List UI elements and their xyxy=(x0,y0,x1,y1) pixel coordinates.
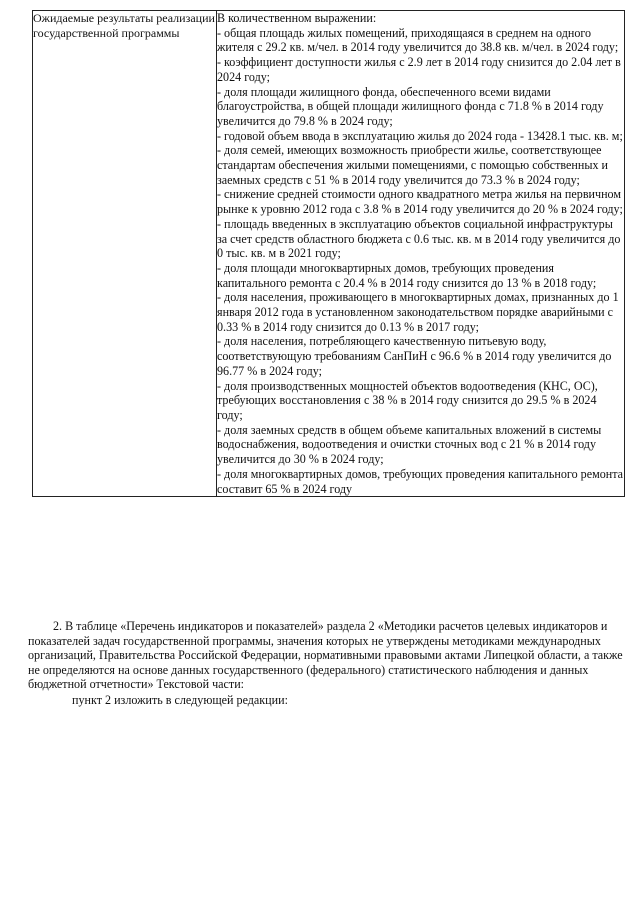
results-table xyxy=(32,10,625,497)
list-item: - доля семей, имеющих возможность приобрести жилье, соответствующее стандартам обеспечения жилыми помещениями, с помощью собственных и заемных средств с 51 % в 2014 году увеличится до 73.3 % в 2024 году; xyxy=(217,143,609,187)
list-item: - доля населения, потребляющего качественную питьевую воду, соответствующую требованиям СанПиН с 96.6 % в 2014 году увеличится до 96.77 % в 2024 году; xyxy=(217,334,612,378)
paragraph-item-2: 2. В таблице «Перечень индикаторов и показателей» раздела 2 «Методики расчетов целевых индикаторов и показателей задач государственной программы, значения которых не утверждены методиками международных организаций, Правительства Российской Федерации, нормативными правовыми актами Липецкой области, а также не определяются на основе данных государственного (федерального) статистического наблюдения и данных бюджетной отчетности» Текстовой части: xyxy=(28,619,623,692)
table-heading: В количественном выражении: xyxy=(217,11,377,25)
paragraph-instruction: пункт 2 изложить в следующей редакции: xyxy=(72,693,288,707)
list-item: - доля населения, проживающего в многоквартирных домах, признанных до 1 января 2012 года в установленном законодательством порядке аварийными с 0.33 % в 2014 году снизится до 0.13 % в 2017 году; xyxy=(217,290,619,334)
table-row xyxy=(33,11,625,497)
list-item: - площадь введенных в эксплуатацию объектов социальной инфраструктуры за счет средств областного бюджета с 0.6 тыс. кв. м в 2014 году увеличится до 0 тыс. кв. м в 2021 году; xyxy=(217,216,621,261)
list-item: - снижение средней стоимости одного квадратного метра жилья на первичном рынке к уровню 2012 года с 3.8 % в 2014 году увеличится до 20 % в 2024 году; xyxy=(217,187,623,217)
list-item: - общая площадь жилых помещений, приходящаяся в среднем на одного жителя с 29.2 кв. м/чел. в 2014 году увеличится до 38.8 кв. м/чел. в 2024 году; xyxy=(217,25,619,55)
list-item: - доля заемных средств в общем объеме капитальных вложений в системы водоснабжения, водоотведения и очистки сточных вод с 21 % в 2014 году увеличится до 30 % в 2024 году; xyxy=(217,422,602,467)
list-item: - коэффициент доступности жилья с 2.9 лет в 2014 году снизится до 2.04 лет в 2024 году; xyxy=(217,55,621,84)
table-content-cell xyxy=(217,11,625,497)
list-item: - доля площади многоквартирных домов, требующих проведения капитального ремонта с 20.4 % в 2014 году снизится до 13 % в 2018 году; xyxy=(217,260,597,290)
list-item: - доля площади жилищного фонда, обеспеченного всеми видами благоустройства, в общей площади жилищного фонда с 71.8 % в 2014 году увеличится до 79.8 % в 2024 году; xyxy=(217,84,604,128)
table-label-cell xyxy=(33,11,217,497)
list-item: - доля производственных мощностей объектов водоотведения (КНС, ОС), требующих восстановления с 38 % в 2014 году снизится до 29.5 % в 2024 году; xyxy=(217,378,598,422)
list-item: - доля многоквартирных домов, требующих проведения капитального ремонта составит 65 % в 2024 году xyxy=(217,466,624,496)
table-label: Ожидаемые результаты реализации государственной программы xyxy=(33,11,215,40)
list-item: - годовой объем ввода в эксплуатацию жилья до 2024 года - 13428.1 тыс. кв. м; xyxy=(217,128,623,143)
